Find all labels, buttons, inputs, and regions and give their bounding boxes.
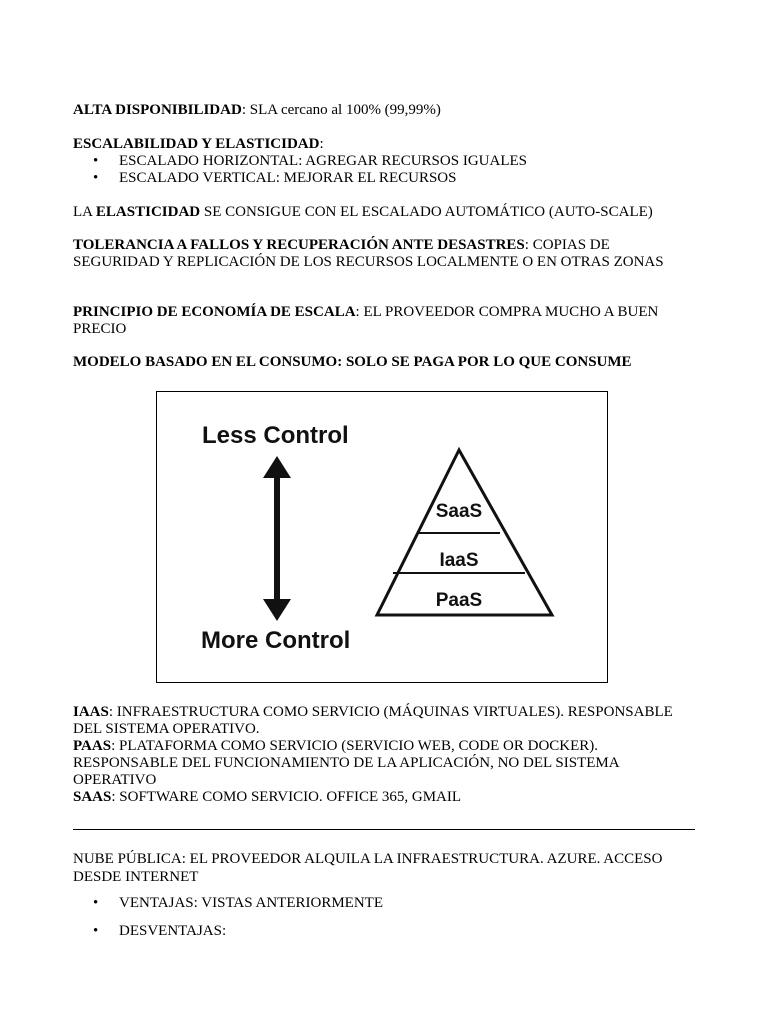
elasticidad-pre: LA — [73, 204, 96, 220]
alta-disponibilidad-paragraph — [73, 102, 698, 119]
list-item — [73, 170, 698, 187]
tolerancia-text: : COPIAS DE SEGURIDAD Y REPLICACIÓN DE LOS RECURSOS LOCALMENTE O EN OTRAS ZONAS — [73, 237, 664, 270]
elasticidad-text: SE CONSIGUE CON EL ESCALADO AUTOMÁTICO (AUTO-SCALE) — [200, 204, 653, 220]
alta-text: : SLA cercano al 100% (99,99%) — [241, 102, 441, 118]
escalado-list — [73, 153, 698, 187]
list-item — [73, 153, 698, 170]
nube-text: NUBE PÚBLICA: EL PROVEEDOR ALQUILA LA INFRAESTRUCTURA. AZURE. ACCESO DESDE INTERNET — [73, 851, 663, 885]
saas-layer-label: SaaS — [435, 501, 483, 522]
control-pyramid-figure — [156, 391, 608, 683]
horizontal-divider — [73, 829, 695, 830]
saas-term: SAAS — [73, 789, 112, 805]
bullet-icon: • — [93, 153, 99, 169]
escalabilidad-heading — [73, 136, 698, 153]
control-pyramid-diagram — [157, 392, 609, 684]
list-item-text: ESCALADO HORIZONTAL: AGREGAR RECURSOS IGUALES — [119, 153, 527, 169]
bullet-icon: • — [93, 170, 99, 186]
elasticidad-paragraph — [73, 204, 698, 221]
economia-text: : EL PROVEEDOR COMPRA MUCHO A BUEN PRECIO — [73, 304, 659, 337]
iaas-term: IAAS — [73, 704, 109, 720]
bullet-icon: • — [93, 923, 99, 939]
nube-list — [73, 895, 698, 940]
bullet-icon: • — [93, 895, 99, 911]
modelo-text: MODELO BASADO EN EL CONSUMO: SOLO SE PAGA POR LO QUE CONSUME — [73, 354, 632, 370]
escalabilidad-term: ESCALABILIDAD Y ELASTICIDAD — [73, 136, 320, 152]
more-control-label: More Control — [201, 627, 351, 654]
list-item — [73, 923, 698, 940]
economia-paragraph — [73, 304, 698, 338]
list-item-text: ESCALADO VERTICAL: MEJORAR EL RECURSOS — [119, 170, 457, 186]
tolerancia-term: TOLERANCIA A FALLOS Y RECUPERACIÓN ANTE DESASTRES — [73, 237, 525, 253]
modelo-consumo-paragraph — [73, 354, 698, 371]
iaas-text: : INFRAESTRUCTURA COMO SERVICIO (MÁQUINAS VIRTUALES). RESPONSABLE DEL SISTEMA OPERATIVO. — [73, 704, 673, 737]
list-item-text: VENTAJAS: VISTAS ANTERIORMENTE — [119, 895, 383, 911]
list-item-text: DESVENTAJAS: — [119, 923, 227, 939]
iaas-layer-label: IaaS — [439, 550, 479, 571]
paas-text: : PLATAFORMA COMO SERVICIO (SERVICIO WEB, CODE OR DOCKER). RESPONSABLE DEL FUNCIONAMIENTO DE LA APLICACIÓN, NO DEL SISTEMA OPERATIVO — [73, 738, 619, 788]
elasticidad-term: ELASTICIDAD — [95, 204, 201, 220]
nube-publica-paragraph — [73, 850, 698, 886]
economia-term: PRINCIPIO DE ECONOMÍA DE ESCALA — [73, 304, 356, 320]
escalabilidad-colon: : — [319, 136, 324, 152]
list-item — [73, 895, 698, 923]
saas-text: : SOFTWARE COMO SERVICIO. OFFICE 365, GMAIL — [111, 789, 462, 805]
paas-layer-label: PaaS — [435, 590, 483, 611]
double-arrow-icon — [263, 456, 291, 621]
alta-term: ALTA DISPONIBILIDAD — [73, 102, 242, 118]
less-control-label: Less Control — [202, 422, 349, 449]
services-paragraph — [73, 704, 698, 806]
tolerancia-paragraph — [73, 237, 698, 271]
paas-term: PAAS — [73, 738, 112, 754]
